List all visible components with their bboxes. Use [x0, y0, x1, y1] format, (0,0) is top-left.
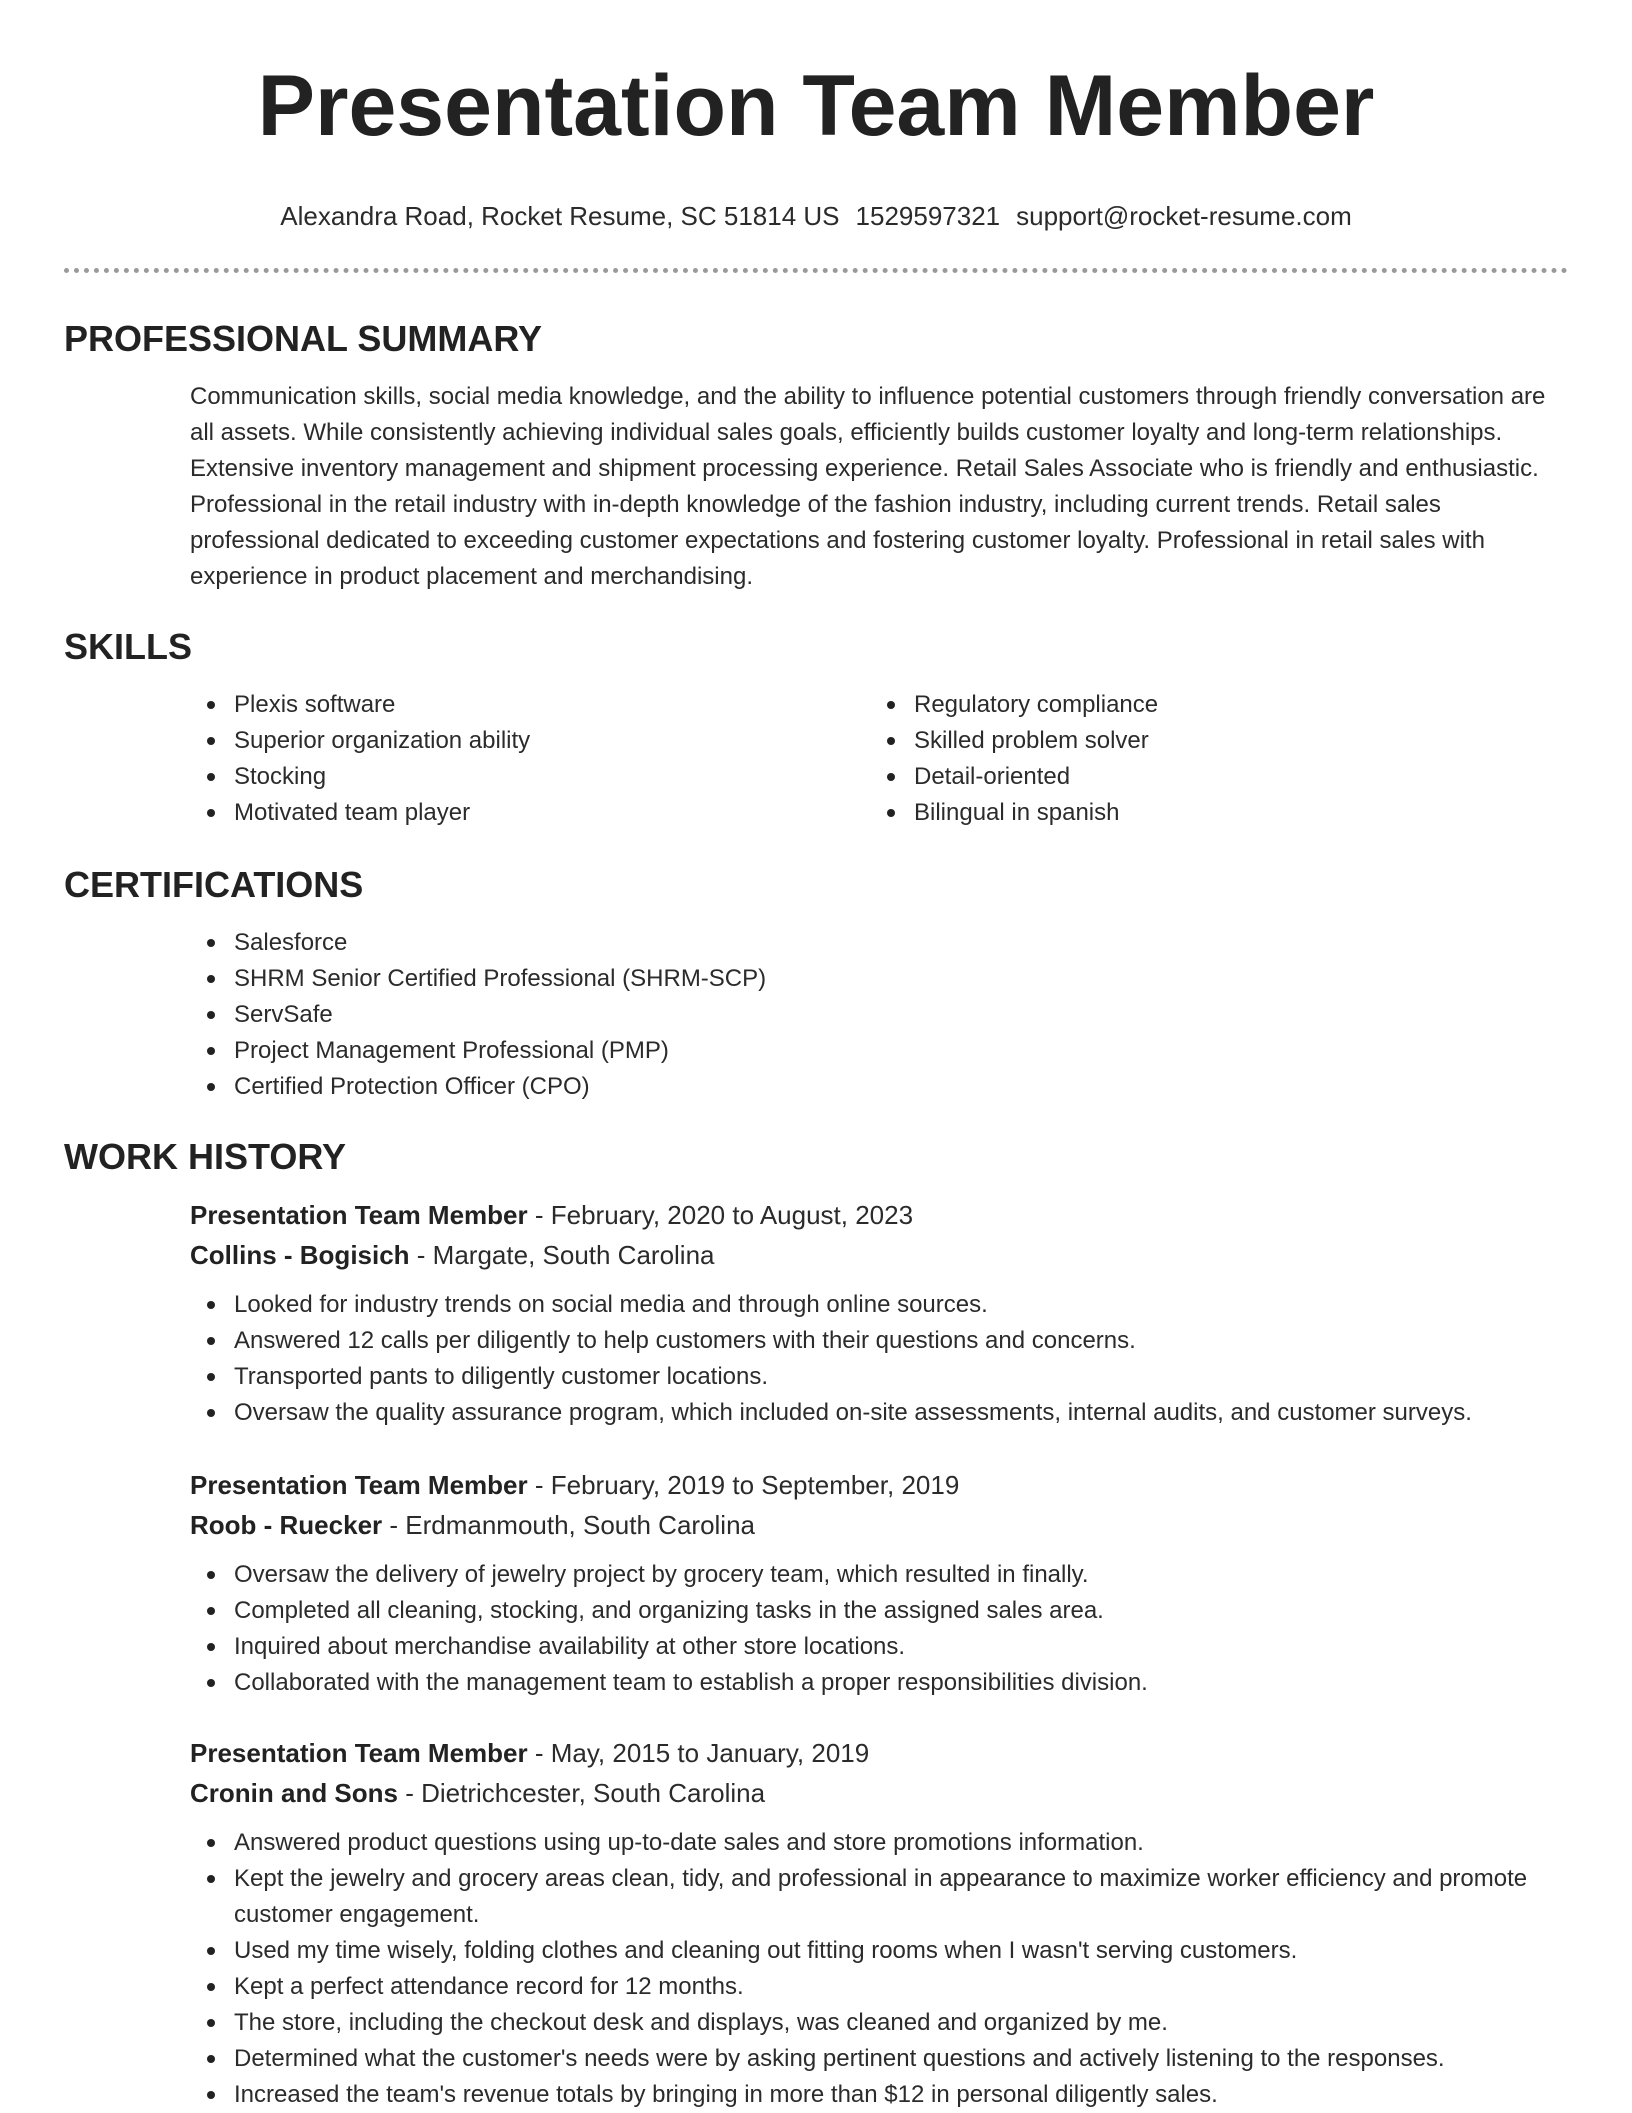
bullet-icon [207, 1643, 215, 1651]
job-duty-item-text: Answered 12 calls per diligently to help customers with their questions and concerns. [234, 1327, 1136, 1354]
job-duty-item [234, 1969, 1568, 2005]
job-company: Cronin and Sons [190, 1778, 398, 1808]
job-duty-item [234, 1359, 1568, 1395]
skill-item-text: Plexis software [234, 691, 396, 718]
skill-item [914, 759, 1424, 795]
bullet-icon [207, 1607, 215, 1615]
skill-list [744, 687, 1424, 831]
job-duty-list [64, 1287, 1568, 1431]
job-entry [64, 1733, 1568, 2113]
certification-item-text: Salesforce [234, 929, 348, 956]
job-duty-item-text: Kept the jewelry and grocery areas clean, tidy, and professional in appearance to maximize worker efficiency and promote customer engagement. [234, 1865, 1528, 1928]
certification-item [234, 1033, 1568, 1069]
contact-address: Alexandra Road, Rocket Resume, SC 51814 US [280, 201, 840, 231]
job-duty-list [64, 1557, 1568, 1701]
bullet-icon [207, 701, 215, 709]
certification-item-text: Project Management Professional (PMP) [234, 1037, 669, 1064]
job-duty-item-text: Oversaw the delivery of jewelry project by grocery team, which resulted in finally. [234, 1561, 1089, 1588]
job-duty-item-text: Kept a perfect attendance record for 12 months. [234, 1973, 744, 2000]
job-duty-item-text: Looked for industry trends on social media and through online sources. [234, 1291, 988, 1318]
job-role: Presentation Team Member [190, 1470, 528, 1500]
bullet-icon [207, 939, 215, 947]
job-dates: - February, 2020 to August, 2023 [527, 1200, 914, 1230]
job-duty-item-text: Inquired about merchandise availability at other store locations. [234, 1633, 906, 1660]
job-dates: - February, 2019 to September, 2019 [527, 1470, 960, 1500]
job-duty-item [234, 1593, 1568, 1629]
job-duty-item-text: Collaborated with the management team to establish a proper responsibilities division. [234, 1669, 1148, 1696]
certifications-heading: CERTIFICATIONS [64, 864, 364, 905]
job-dates: - May, 2015 to January, 2019 [527, 1738, 870, 1768]
header-divider [64, 268, 1568, 273]
job-company-line [190, 1773, 1568, 1813]
bullet-icon [207, 1011, 215, 1019]
job-duty-item-text: Determined what the customer's needs were by asking pertinent questions and actively listening to the responses. [234, 2045, 1445, 2072]
job-entry [64, 1195, 1568, 1431]
bullet-icon [207, 1947, 215, 1955]
job-duty-item [234, 1323, 1568, 1359]
certification-item-text: Certified Protection Officer (CPO) [234, 1073, 590, 1100]
job-duty-item [234, 1861, 1568, 1933]
bullet-icon [207, 1373, 215, 1381]
bullet-icon [207, 1839, 215, 1847]
resume-page [64, 0, 1568, 2113]
job-duty-item-text: Increased the team's revenue totals by bringing in more than $12 in personal diligently sales. [234, 2081, 1218, 2108]
job-title-line [190, 1733, 1568, 1773]
bullet-icon [207, 773, 215, 781]
skill-item-text: Skilled problem solver [914, 727, 1149, 754]
certification-item [234, 925, 1568, 961]
skills-column-left [64, 687, 744, 831]
job-duty-item [234, 1557, 1568, 1593]
summary-section [64, 317, 1568, 595]
certification-item [234, 1069, 1568, 1105]
bullet-icon [887, 737, 895, 745]
skills-heading: SKILLS [64, 626, 193, 667]
bullet-icon [207, 1875, 215, 1883]
skills-section [64, 625, 1568, 831]
bullet-icon [207, 1983, 215, 1991]
job-role: Presentation Team Member [190, 1200, 528, 1230]
bullet-icon [207, 1409, 215, 1417]
job-location: - Dietrichcester, South Carolina [398, 1778, 766, 1808]
job-duty-item [234, 1629, 1568, 1665]
bullet-icon [207, 1337, 215, 1345]
contact-email[interactable]: support@rocket-resume.com [1016, 201, 1352, 231]
job-duty-item [234, 1825, 1568, 1861]
skill-item-text: Motivated team player [234, 799, 471, 826]
certification-item-text: ServSafe [234, 1001, 333, 1028]
skill-item [234, 723, 744, 759]
skills-columns [64, 687, 1568, 831]
job-duty-item [234, 2005, 1568, 2041]
skill-item [914, 795, 1424, 831]
skill-item [914, 723, 1424, 759]
job-duty-item-text: The store, including the checkout desk and displays, was cleaned and organized by me. [234, 2009, 1168, 2036]
work-history-section [64, 1135, 1568, 2113]
contact-line [64, 200, 1568, 232]
job-duty-item [234, 2041, 1568, 2077]
bullet-icon [207, 2055, 215, 2063]
skill-item [234, 759, 744, 795]
skill-item-text: Regulatory compliance [914, 691, 1159, 718]
job-duty-item-text: Used my time wisely, folding clothes and cleaning out fitting rooms when I wasn't serving customers. [234, 1937, 1298, 1964]
skill-item [234, 795, 744, 831]
bullet-icon [207, 975, 215, 983]
summary-text: Communication skills, social media knowledge, and the ability to influence potential customers through friendly conversation are all assets. While consistently achieving individual sales goals, efficiently builds customer loyalty and long-term relationships. Extensive inventory management and shipment processing experience. Retail Sales Associate who is friendly and enthusiastic. Professional in the retail industry with in-depth knowledge of the fashion industry, including current trends. Retail sales professional dedicated to exceeding customer expectations and fostering customer loyalty. Professional in retail sales with experience in product placement and merchandising. [190, 383, 1546, 590]
job-duty-item [234, 1287, 1568, 1323]
resume-name: Presentation Team Member [257, 58, 1375, 154]
skill-item-text: Superior organization ability [234, 727, 531, 754]
certification-item-text: SHRM Senior Certified Professional (SHRM-SCP) [234, 965, 767, 992]
job-role: Presentation Team Member [190, 1738, 528, 1768]
skill-list [64, 687, 744, 831]
skill-item-text: Bilingual in spanish [914, 799, 1120, 826]
certification-list [64, 925, 1568, 1105]
bullet-icon [207, 737, 215, 745]
certification-item [234, 997, 1568, 1033]
job-entry [64, 1465, 1568, 1701]
job-company: Roob - Ruecker [190, 1510, 383, 1540]
bullet-icon [887, 701, 895, 709]
job-duty-item-text: Transported pants to diligently customer locations. [234, 1363, 769, 1390]
job-location: - Margate, South Carolina [409, 1240, 715, 1270]
job-company-line [190, 1505, 1568, 1545]
skill-item [914, 687, 1424, 723]
bullet-icon [207, 1047, 215, 1055]
job-company-line [190, 1235, 1568, 1275]
job-duty-item-text: Answered product questions using up-to-date sales and store promotions information. [234, 1829, 1144, 1856]
skill-item-text: Detail-oriented [914, 763, 1071, 790]
certifications-section [64, 863, 1568, 1105]
bullet-icon [207, 1301, 215, 1309]
skill-item-text: Stocking [234, 763, 327, 790]
job-duty-item [234, 1933, 1568, 1969]
work-history-heading: WORK HISTORY [64, 1136, 347, 1177]
summary-heading: PROFESSIONAL SUMMARY [64, 318, 543, 359]
bullet-icon [207, 2019, 215, 2027]
bullet-icon [207, 1083, 215, 1091]
job-title-line [190, 1465, 1568, 1505]
skill-item [234, 687, 744, 723]
bullet-icon [207, 1571, 215, 1579]
job-duty-item [234, 1395, 1568, 1431]
bullet-icon [207, 809, 215, 817]
certification-item [234, 961, 1568, 997]
skills-column-right [744, 687, 1424, 831]
bullet-icon [207, 2091, 215, 2099]
job-duty-item-text: Completed all cleaning, stocking, and organizing tasks in the assigned sales area. [234, 1597, 1104, 1624]
job-duty-item [234, 2077, 1568, 2113]
bullet-icon [887, 773, 895, 781]
job-location: - Erdmanmouth, South Carolina [382, 1510, 756, 1540]
job-duty-item [234, 1665, 1568, 1701]
contact-phone: 1529597321 [855, 201, 1001, 231]
job-company: Collins - Bogisich [190, 1240, 410, 1270]
bullet-icon [207, 1679, 215, 1687]
job-title-line [190, 1195, 1568, 1235]
bullet-icon [887, 809, 895, 817]
job-duty-item-text: Oversaw the quality assurance program, which included on-site assessments, internal audits, and customer surveys. [234, 1399, 1472, 1426]
job-duty-list [64, 1825, 1568, 2113]
